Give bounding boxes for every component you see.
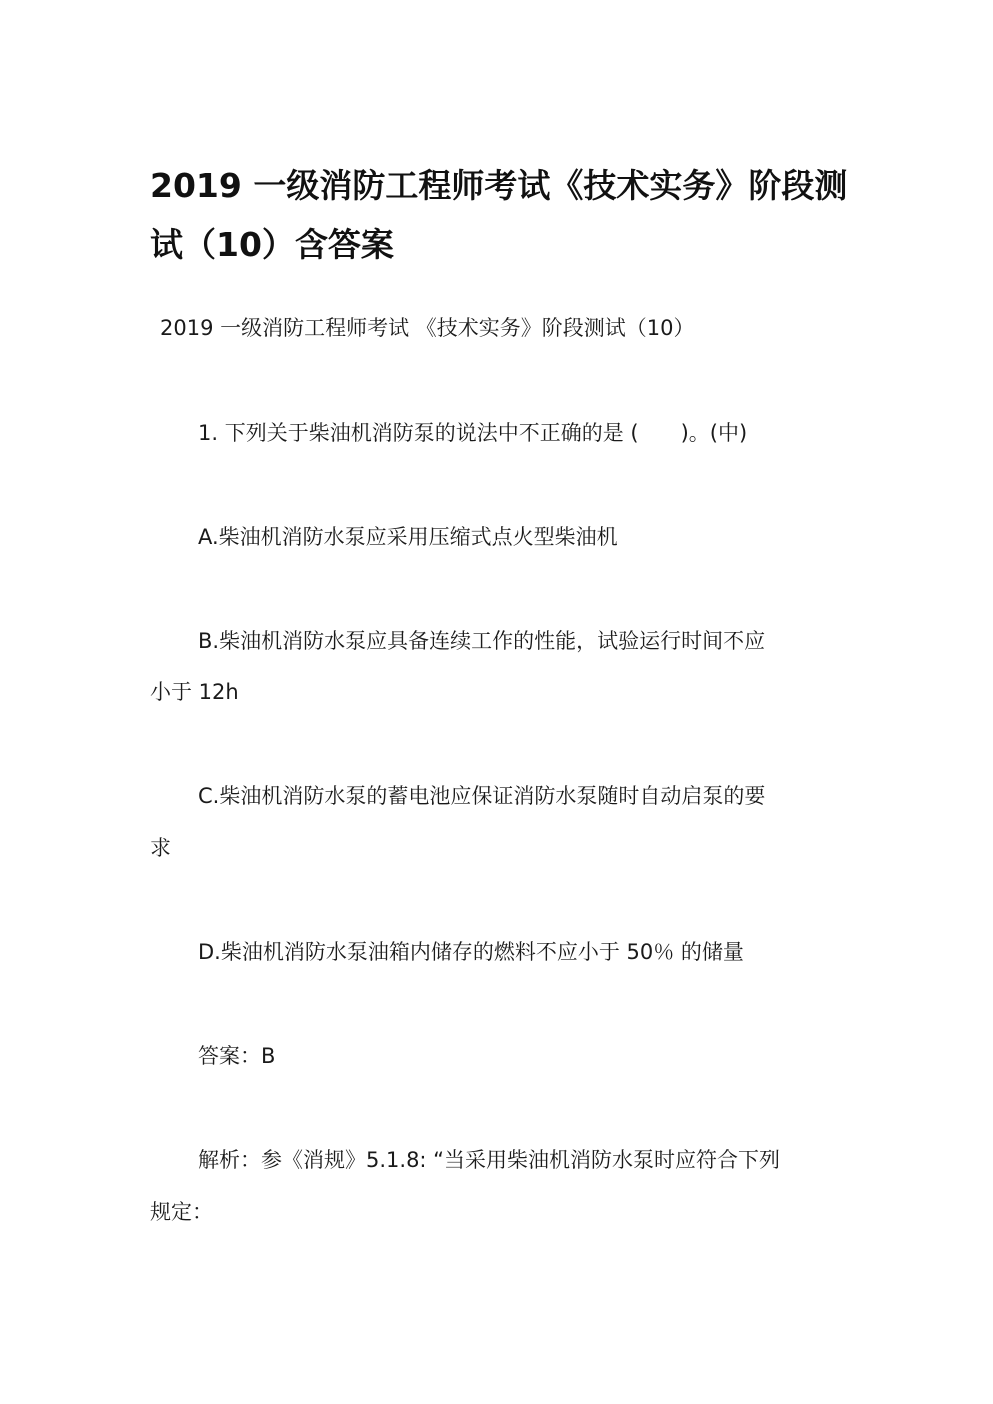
option-b-line-2: 小于 12h [150, 680, 239, 704]
option-c-line-2: 求 [150, 836, 171, 860]
explanation-line-2: 规定： [150, 1200, 213, 1224]
document-subtitle: 2019 一级消防工程师考试 《技术实务》阶段测试（10） [160, 316, 695, 340]
answer-text: 答案：B [198, 1044, 276, 1068]
explanation-line-1: 解析：参《消规》5.1.8: “当采用柴油机消防水泵时应符合下列 [198, 1148, 781, 1172]
option-b-line-1: B.柴油机消防水泵应具备连续工作的性能，试验运行时间不应 [198, 629, 766, 653]
option-c-line-1: C.柴油机消防水泵的蓄电池应保证消防水泵随时自动启泵的要 [198, 784, 766, 808]
option-d: D.柴油机消防水泵油箱内储存的燃料不应小于 50％ 的储量 [198, 940, 744, 964]
question-text: 1. 下列关于柴油机消防泵的说法中不正确的是 ( )。(中) [198, 421, 748, 445]
document-title: 2019 一级消防工程师考试《技术实务》阶段测试（10）含答案 [150, 166, 848, 264]
option-a: A.柴油机消防水泵应采用压缩式点火型柴油机 [198, 525, 618, 549]
